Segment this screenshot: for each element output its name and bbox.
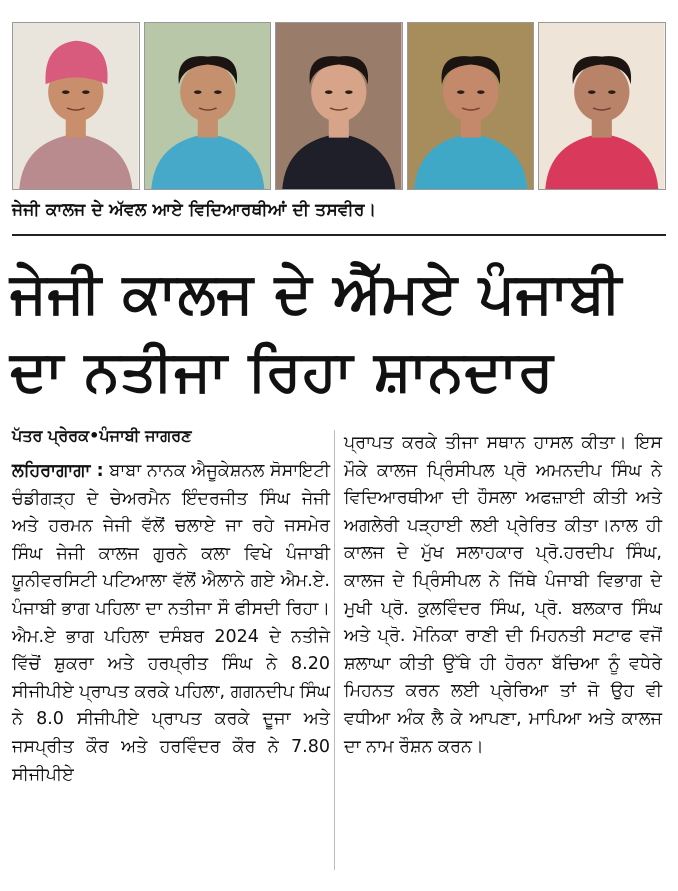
photo-eye-left — [588, 90, 596, 94]
article-column-left — [12, 458, 330, 789]
dateline-place: ਲਹਿਰਾਗਾਗਾ : — [12, 461, 104, 481]
headline — [10, 255, 670, 411]
photo-eye-left — [325, 90, 333, 94]
column-divider — [334, 430, 335, 870]
headline-line-2: ਦਾ ਨਤੀਜਾ ਰਿਹਾ ਸ਼ਾਨਦਾਰ — [10, 339, 555, 404]
byline: ਪੱਤਰ ਪ੍ਰੇਰਕ•ਪੰਜਾਬੀ ਜਾਗਰਣ — [12, 426, 192, 445]
photo-eye-left — [457, 90, 465, 94]
photo-face — [575, 63, 630, 122]
photo-eye-right — [214, 90, 222, 94]
photo-student-2 — [144, 22, 272, 190]
photo-student-3 — [275, 22, 403, 190]
photo-student-4 — [407, 22, 535, 190]
photo-eye-right — [345, 90, 353, 94]
photo-face — [180, 63, 235, 122]
article-text-right: ਪ੍ਰਾਪਤ ਕਰਕੇ ਤੀਜਾ ਸਥਾਨ ਹਾਸਲ ਕੀਤਾ। ਇਸ ਮੌਕੇ ਕਾਲਜ ਪ੍ਰਿੰਸੀਪਲ ਪ੍ਰੋ ਅਮਨਦੀਪ ਸਿੰਘ ਨੇ ਵਿਦਿਆਰਥੀਆ ਦੀ ਹੌਸਲਾ ਅਫਜ਼ਾਈ ਕੀਤੀ ਅਤੇ ਅਗਲੇਰੀ ਪੜ੍ਹਾਈ ਲਈ ਪ੍ਰੇਰਿਤ ਕੀਤਾ।ਨਾਲ ਹੀ ਕਾਲਜ ਦੇ ਮੁੱਖ ਸਲਾਹਕਾਰ ਪ੍ਰੋ.ਹਰਦੀਪ ਸਿੰਘ, ਕਾਲਜ ਦੇ ਪ੍ਰਿੰਸੀਪਲ ਨੇ ਜਿੱਥੇ ਪੰਜਾਬੀ ਵਿਭਾਗ ਦੇ ਮੁਖੀ ਪ੍ਰੋ. ਕੁਲਵਿੰਦਰ ਸਿੰਘ, ਪ੍ਰੋ. ਬਲਕਾਰ ਸਿੰਘ ਅਤੇ ਪ੍ਰੋ. ਮੋਨਿਕਾ ਰਾਣੀ ਦੀ ਮਿਹਨਤੀ ਸਟਾਫ ਵਜੋਂ ਸ਼ਲਾਘਾ ਕੀਤੀ ਉੱਥੇ ਹੀ ਹੋਰਨਾ ਬੱਚਿਆ ਨੂੰ ਵਧੇਰੇ ਮਿਹਨਤ ਕਰਨ ਲਈ ਪ੍ਰੇਰਿਆ ਤਾਂ ਜੋ ਉਹ ਵੀ ਵਧੀਆ ਅੰਕ ਲੈ ਕੇ ਆਪਣਾ, ਮਾਪਿਆ ਅਤੇ ਕਾਲਜ ਦਾ ਨਾਮ ਰੌਸ਼ਨ ਕਰਨ। — [344, 433, 662, 757]
photo-eye-right — [82, 90, 90, 94]
photo-student-5 — [538, 22, 666, 190]
photo-student-1 — [12, 22, 140, 190]
headline-line-1: ਜੇਜੀ ਕਾਲਜ ਦੇ ਐੱਮਏ ਪੰਜਾਬੀ — [10, 261, 623, 326]
photo-eye-right — [608, 90, 616, 94]
photo-strip — [12, 22, 666, 190]
photo-face — [443, 63, 498, 122]
photo-eye-right — [477, 90, 485, 94]
photo-caption: ਜੇਜੀ ਕਾਲਜ ਦੇ ਅੱਵਲ ਆਏ ਵਿਦਿਆਰਥੀਆਂ ਦੀ ਤਸਵੀਰ। — [12, 200, 666, 236]
article-column-right — [344, 430, 662, 761]
photo-eye-left — [194, 90, 202, 94]
article-text-left: ਬਾਬਾ ਨਾਨਕ ਐਜੂਕੇਸ਼ਨਲ ਸੋਸਾਇਟੀ ਚੰਡੀਗੜ੍ਹ ਦੇ ਚੇਅਰਮੈਨ ਇੰਦਰਜੀਤ ਸਿੰਘ ਜੇਜੀ ਅਤੇ ਹਰਮਨ ਜੇਜੀ ਵੱਲੋਂ ਚਲਾਏ ਜਾ ਰਹੇ ਜਸਮੇਰ ਸਿੰਘ ਜੇਜੀ ਕਾਲਜ ਗੁਰਨੇ ਕਲਾ ਵਿਖੇ ਪੰਜਾਬੀ ਯੂਨੀਵਰਸਿਟੀ ਪਟਿਆਲਾ ਵੱਲੋਂ ਐਲਾਨੇ ਗਏ ਐਮ.ਏ. ਪੰਜਾਬੀ ਭਾਗ ਪਹਿਲਾ ਦਾ ਨਤੀਜਾ ਸੌ ਫੀਸਦੀ ਰਿਹਾ। ਐਮ.ਏ ਭਾਗ ਪਹਿਲਾ ਦਸੰਬਰ 2024 ਦੇ ਨਤੀਜੇ ਵਿੱਚੋਂ ਸ਼ੁਕਰਾ ਅਤੇ ਹਰਪ੍ਰੀਤ ਸਿੰਘ ਨੇ 8.20 ਸੀਜੀਪੀਏ ਪ੍ਰਾਪਤ ਕਰਕੇ ਪਹਿਲਾ, ਗਗਨਦੀਪ ਸਿੰਘ ਨੇ 8.0 ਸੀਜੀਪੀਏ ਪ੍ਰਾਪਤ ਕਰਕੇ ਦੂਜਾ ਅਤੇ ਜਸਪ੍ਰੀਤ ਕੌਰ ਅਤੇ ਹਰਵਿੰਦਰ ਕੌਰ ਨੇ 7.80 ਸੀਜੀਪੀਏ — [12, 461, 330, 785]
photo-face — [311, 63, 366, 122]
photo-eye-left — [62, 90, 70, 94]
